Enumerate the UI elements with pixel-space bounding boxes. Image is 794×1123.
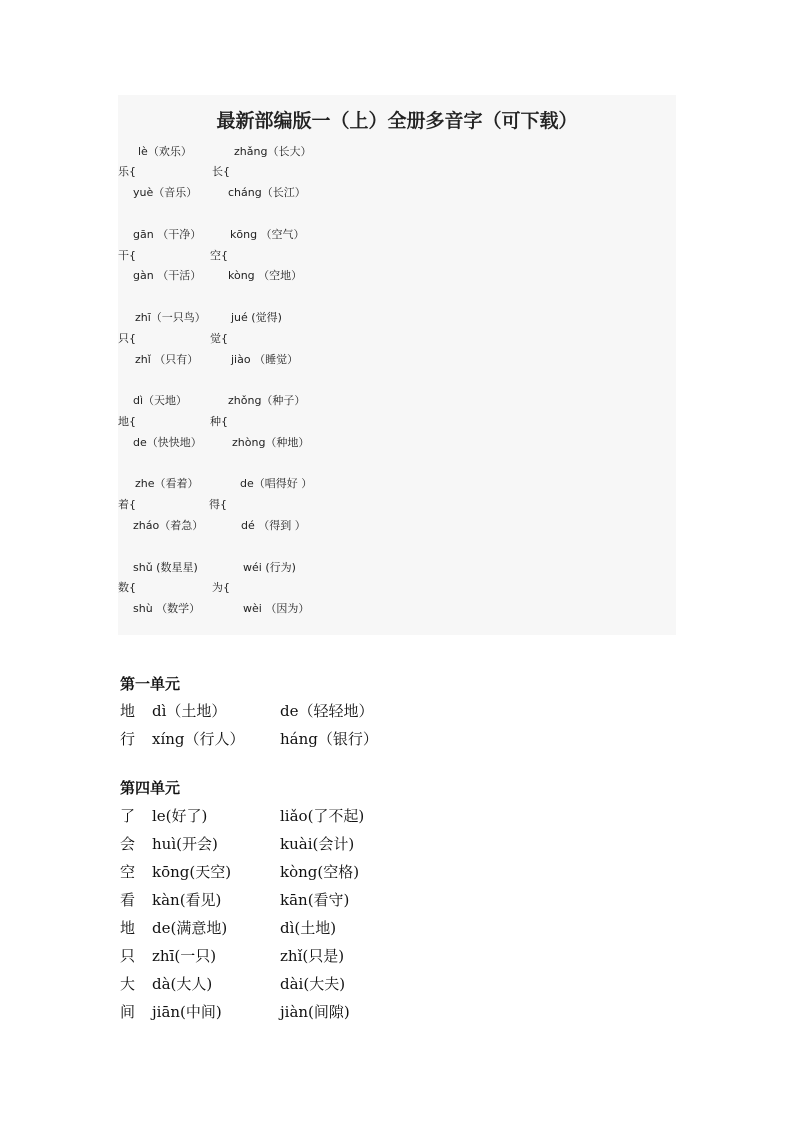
polyphone-char: 长{: [212, 165, 230, 178]
polyphone-char: 行: [120, 730, 136, 748]
polyphone-char: 看: [120, 891, 136, 909]
polyphone-char: 干{: [118, 249, 136, 262]
reading-1: huì(开会): [152, 835, 218, 853]
reading-2: zhǐ(只是): [280, 947, 345, 965]
pinyin-entry: zhī（一只鸟）: [135, 311, 206, 324]
reading-1: le(好了): [152, 807, 208, 825]
reading-2: háng（银行）: [280, 730, 378, 748]
polyphone-char: 间: [120, 1003, 136, 1021]
reading-2: liǎo(了不起): [280, 807, 365, 825]
pinyin-entry: kōng （空气）: [230, 228, 305, 241]
reading-2: dài(大夫): [280, 975, 346, 993]
polyphone-char: 地{: [118, 415, 136, 428]
polyphone-char: 觉{: [210, 332, 228, 345]
reading-1: dì（土地）: [152, 702, 227, 720]
reading-2: kòng(空格): [280, 863, 360, 881]
reading-2: jiàn(间隙): [280, 1003, 350, 1021]
pinyin-entry: gān （干净）: [133, 228, 202, 241]
pinyin-entry: jué (觉得): [231, 311, 282, 324]
polyphone-char: 空: [120, 863, 136, 881]
reading-1: jiān(中间): [152, 1003, 222, 1021]
pinyin-entry: gàn （干活）: [133, 269, 202, 282]
pinyin-entry: zhe（看着）: [135, 477, 199, 490]
polyphone-char: 数{: [118, 581, 136, 594]
reading-2: de（轻轻地）: [280, 702, 374, 720]
pinyin-entry: dì（天地）: [133, 394, 188, 407]
pinyin-entry: shǔ (数星星): [133, 561, 198, 574]
polyphone-char: 得{: [209, 498, 227, 511]
polyphone-char: 地: [120, 702, 136, 720]
reading-1: xíng（行人）: [152, 730, 245, 748]
unit-heading: 第四单元: [120, 779, 181, 797]
pinyin-entry: zhòng（种地）: [232, 436, 310, 449]
pinyin-entry: wéi (行为): [243, 561, 296, 574]
pinyin-entry: dé （得到 ）: [241, 519, 306, 532]
reading-1: dà(大人): [152, 975, 213, 993]
pinyin-entry: de（快快地）: [133, 436, 202, 449]
polyphone-char: 了: [120, 807, 136, 825]
polyphone-char: 只: [120, 947, 136, 965]
reading-1: zhī(一只): [152, 947, 217, 965]
pinyin-entry: zhǒng（种子）: [228, 394, 306, 407]
unit-heading: 第一单元: [120, 675, 181, 693]
polyphone-panel: [118, 95, 676, 635]
polyphone-char: 乐{: [118, 165, 136, 178]
reading-1: kōng(天空): [152, 863, 232, 881]
polyphone-char: 为{: [212, 581, 230, 594]
reading-2: kuài(会计): [280, 835, 355, 853]
pinyin-entry: yuè（音乐）: [133, 186, 198, 199]
polyphone-char: 空{: [210, 249, 228, 262]
polyphone-char: 大: [120, 975, 136, 993]
polyphone-char: 会: [120, 835, 136, 853]
polyphone-char: 着{: [118, 498, 136, 511]
pinyin-entry: zhǐ （只有）: [135, 353, 199, 366]
pinyin-entry: wèi （因为）: [243, 602, 310, 615]
pinyin-entry: kòng （空地）: [228, 269, 303, 282]
reading-2: kān(看守): [280, 891, 350, 909]
page-title: 最新部编版一（上）全册多音字（可下载）: [216, 110, 578, 132]
pinyin-entry: zháo（着急）: [133, 519, 204, 532]
polyphone-char: 种{: [210, 415, 228, 428]
polyphone-char: 只{: [118, 332, 136, 345]
pinyin-entry: lè（欢乐）: [138, 145, 192, 158]
pinyin-entry: de（唱得好 ）: [240, 477, 313, 490]
polyphone-char: 地: [120, 919, 136, 937]
pinyin-entry: zhǎng（长大）: [234, 145, 312, 158]
reading-1: kàn(看见): [152, 891, 222, 909]
pinyin-entry: cháng（长江）: [228, 186, 306, 199]
pinyin-entry: jiào （睡觉）: [231, 353, 299, 366]
reading-2: dì(土地): [280, 919, 337, 937]
reading-1: de(满意地): [152, 919, 228, 937]
pinyin-entry: shù （数学）: [133, 602, 201, 615]
